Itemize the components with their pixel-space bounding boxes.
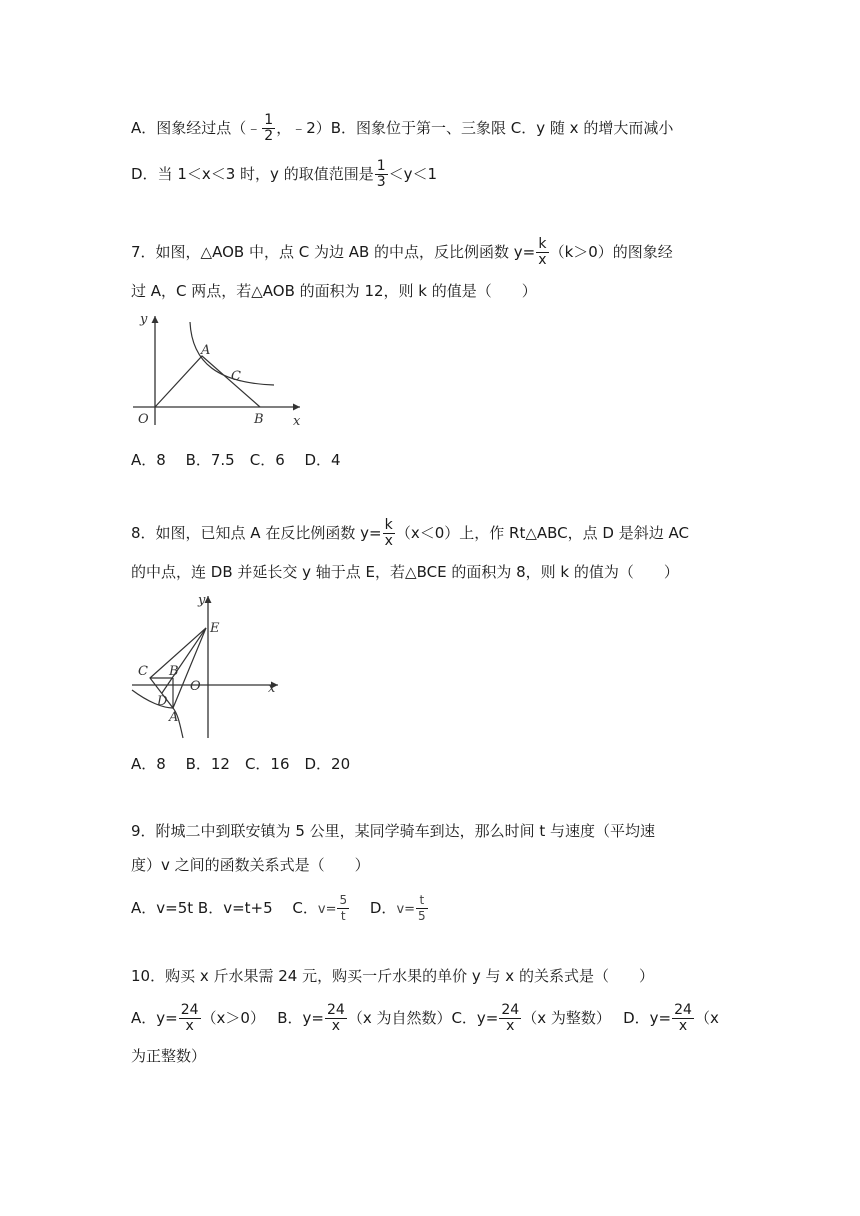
frac-num: 5 (339, 893, 348, 907)
q7-stem-text: 7．如图，△AOB 中，点 C 为边 AB 的中点，反比例函数 y= (131, 243, 536, 261)
frac-num: k (536, 237, 548, 253)
q7-stem-line1 (131, 237, 673, 268)
q6-option-d-range: ＜y＜1 (388, 165, 438, 183)
q10-fraction-a (179, 1003, 201, 1034)
q6-fraction-half (262, 113, 275, 144)
q7-y-arrow (152, 316, 159, 323)
q7-figure (128, 308, 308, 430)
q10-option-a: A．y= (131, 1009, 178, 1027)
q8-label-e: E (210, 621, 220, 636)
q9-option-d-prefix: v= (396, 902, 416, 917)
q10-option-b: （x＞0） B．y= (201, 1009, 324, 1027)
frac-num: 1 (264, 112, 274, 128)
q6-option-d (131, 159, 437, 190)
q7-label-x: x (293, 414, 301, 429)
q9-option-d-label: D． (350, 899, 397, 917)
frac-num: k (383, 518, 395, 534)
q10-fraction-b (325, 1003, 347, 1034)
q6-option-a-text: A．图象经过点（﹣ (131, 119, 262, 137)
q8-label-a: A (169, 710, 179, 725)
q9-options (131, 893, 429, 924)
q9-option-c-prefix: v= (317, 902, 337, 917)
q8-label-x: x (268, 681, 276, 696)
frac-den: 5 (418, 909, 426, 923)
q10-fraction-d (672, 1003, 694, 1034)
q7-label-a: A (201, 343, 211, 358)
q7-stem-line2: 过 A，C 两点，若△AOB 的面积为 12，则 k 的值是（ ） (131, 282, 537, 300)
frac-num: 24 (674, 1002, 692, 1018)
q7-stem-text-cont: （k＞0）的图象经 (549, 243, 673, 261)
frac-den: x (331, 1018, 341, 1034)
q6-option-d-text: D．当 1＜x＜3 时，y 的取值范围是 (131, 165, 374, 183)
frac-num: 24 (180, 1002, 199, 1018)
q7-label-c: C (231, 369, 241, 384)
q9-fraction-5-over-t (337, 893, 349, 924)
q8-figure (128, 590, 288, 740)
frac-num: 24 (326, 1002, 345, 1018)
q10-option-d-cont: （x (694, 1009, 719, 1027)
frac-den: x (384, 533, 393, 549)
q7-label-o: O (138, 412, 149, 427)
q8-stem-text-cont: （x＜0）上，作 Rt△ABC，点 D 是斜边 AC (395, 524, 689, 542)
q8-label-y: y (198, 593, 206, 608)
frac-den: x (538, 252, 547, 268)
q8-label-d: D (157, 694, 168, 709)
q8-label-c: C (138, 664, 148, 679)
q10-stem: 10．购买 x 斤水果需 24 元，购买一斤水果的单价 y 与 x 的关系式是（ ） (131, 967, 654, 985)
q7-label-b: B (254, 412, 264, 427)
q8-label-o: O (190, 679, 201, 694)
frac-den: 2 (264, 128, 274, 144)
q8-y-arrow (205, 596, 212, 603)
q10-option-c: （x 为自然数）C．y= (347, 1009, 499, 1027)
q8-stem-line1 (131, 518, 689, 549)
q7-options: A．8 B．7.5 C．6 D．4 (131, 451, 341, 469)
q7-fraction-k-over-x (536, 237, 548, 268)
frac-den: t (340, 909, 346, 923)
q9-option-ab: A．v=5t B．v=t+5 C． (131, 899, 318, 917)
q9-stem-line2: 度）v 之间的函数关系式是（ ） (131, 856, 370, 874)
q9-fraction-t-over-5 (416, 893, 428, 924)
frac-den: x (506, 1018, 515, 1034)
q10-fraction-c (499, 1003, 521, 1034)
frac-den: 3 (376, 174, 386, 190)
q8-stem-line2: 的中点，连 DB 并延长交 y 轴于点 E，若△BCE 的面积为 8，则 k 的值为（ ） (131, 563, 679, 581)
q9-stem-line1: 9．附城二中到联安镇为 5 公里，某同学骑车到达，那么时间 t 与速度（平均速 (131, 822, 656, 840)
q6-option-bc-text: ，﹣2）B．图象位于第一、三象限 C．y 随 x 的增大而减小 (276, 119, 674, 137)
q8-fraction-k-over-x (383, 518, 395, 549)
frac-den: x (678, 1018, 688, 1034)
q8-options: A．8 B．12 C．16 D．20 (131, 755, 351, 773)
frac-num: 24 (501, 1002, 520, 1018)
frac-num: 1 (376, 158, 386, 174)
q7-label-y: y (140, 312, 148, 327)
q10-options (131, 1003, 719, 1034)
frac-den: x (185, 1018, 194, 1034)
q8-label-b: B (169, 664, 179, 679)
q7-x-arrow (293, 404, 300, 411)
q8-stem-text: 8．如图，已知点 A 在反比例函数 y= (131, 524, 382, 542)
q10-option-d: （x 为整数） D．y= (522, 1009, 672, 1027)
q10-option-d-line2: 为正整数） (131, 1047, 207, 1065)
frac-num: t (416, 893, 428, 909)
q6-fraction-third (375, 159, 388, 190)
q6-option-abc (131, 113, 673, 144)
